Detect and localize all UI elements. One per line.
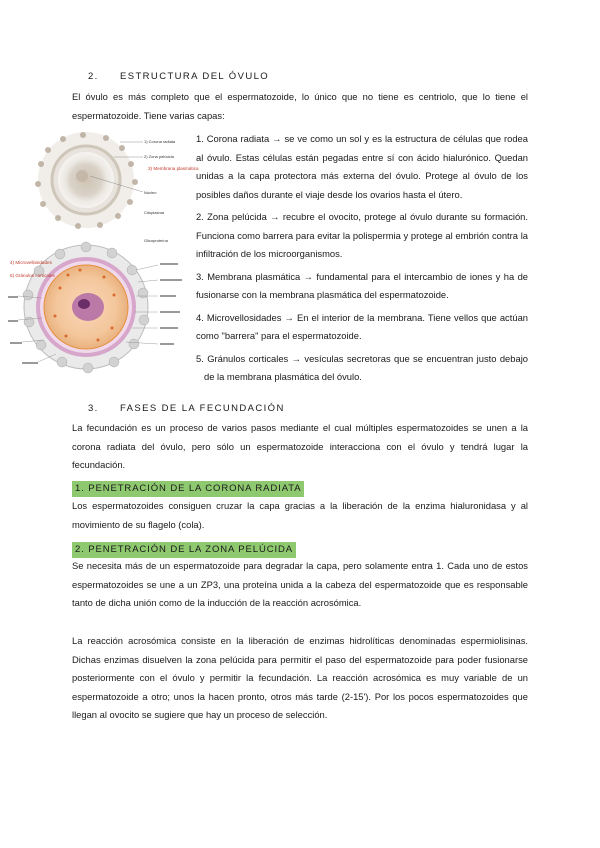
label-zona-pelucida: 2) Zona pelúcida xyxy=(144,154,174,159)
section-2-title: ESTRUCTURA DEL ÓVULO xyxy=(120,71,270,82)
list-item-membrana-plasmatica: 3. Membrana plasmática → fundamental para el intercambio de iones y ha de fusionarse con la membrana plasmática del espermatozoide. xyxy=(196,270,528,300)
list-item-granulos-corticales: 5. Gránulos corticales → vesículas secretoras que se encuentran justo debajo de la membrana plasmática del óvulo. xyxy=(196,352,528,382)
phase-2-text-1: Se necesita más de un espermatozoide para degradar la capa, pero solamente entra 1. Cada uno de estos espermatozoides se une a un ZP3, una proteína unida a la cabeza del espermatozoide que es responsable tanto de dicha unión como de la inducción de la reacción acrosómica. xyxy=(72,560,528,608)
ovum-diagram xyxy=(8,130,199,375)
list-item-zona-pelucida: 2. Zona pelúcida → recubre el ovocito, protege al óvulo durante su formación. Funciona como barrera para evitar la polispermia y protege al embrión contra la infiltración de los microorganismos. xyxy=(196,211,528,259)
label-membrana-plasmatica: 3) Membrana plasmática xyxy=(148,166,199,171)
ovum-layers-list xyxy=(196,130,528,391)
label-granulos-corticales: 5) Gránulos corticales xyxy=(10,273,55,278)
ovum-micrograph xyxy=(35,132,138,229)
label-corona-radiata: 1) Corona radiata xyxy=(144,139,176,144)
section-3-number: 3. xyxy=(88,403,99,414)
label-citoplasma: Citoplasma xyxy=(144,210,165,215)
label-nucleo: Núcleo xyxy=(144,190,157,195)
section-3-intro: La fecundación es un proceso de varios pasos mediante el cual múltiples espermatozoides se unen a la corona radiata del óvulo, pero sólo un espermatozoide interacciona con el óvulo y tendrá lugar la fecundación. xyxy=(72,422,528,470)
list-item-microvellosidades: 4. Microvellosidades → En el interior de la membrana. Tiene vellos que actúan como "barrera" para el espermatozoide. xyxy=(196,311,528,341)
phase-2-heading: 2. PENETRACIÓN DE LA ZONA PELÚCIDA xyxy=(72,542,296,558)
section-2-intro: El óvulo es más completo que el espermatozoide, lo único que no tiene es centriolo, que lo tiene el espermatozoide. Tiene varias capas: xyxy=(72,91,528,121)
section-2-number: 2. xyxy=(88,71,99,82)
label-microvellosidades: 4) Microvellosidades xyxy=(10,260,52,265)
phase-2-text-2: La reacción acrosómica consiste en la liberación de enzimas hidrolíticas denominadas espermiolisinas. Dichas enzimas disuelven la zona pelúcida para permitir el paso del espermatozoide para poder fusionarse posteriormente con el óvulo y permitir la fecundación. La reacción acrosómica es muy variable de un espermatozoide a otro; unos la hacen pronto, otros más tarde (2-15'). Por los pocos espermatozoides que llegan al ovocito se sugiere que hay un proceso de selección. xyxy=(72,635,528,720)
phase-1-heading: 1. PENETRACIÓN DE LA CORONA RADIATA xyxy=(72,481,304,497)
phase-1-text: Los espermatozoides consiguen cruzar la capa gracias a la liberación de la enzima hialuronidasa y al movimiento de su flagelo (cola). xyxy=(72,500,528,530)
label-glicoproteina: Glicoproteína xyxy=(144,238,168,243)
section-3-title: FASES DE LA FECUNDACIÓN xyxy=(120,403,285,414)
list-item-corona-radiata: 1. Corona radiata → se ve como un sol y es la estructura de células que rodea al óvulo. Estas células están pegadas entre sí con ácido hialurónico. Quedan unidas a la capa protectora más externa del óvulo. Protege al óvulo de los posibles daños durante el viaje desde los ovarios hasta el útero. xyxy=(196,133,528,200)
